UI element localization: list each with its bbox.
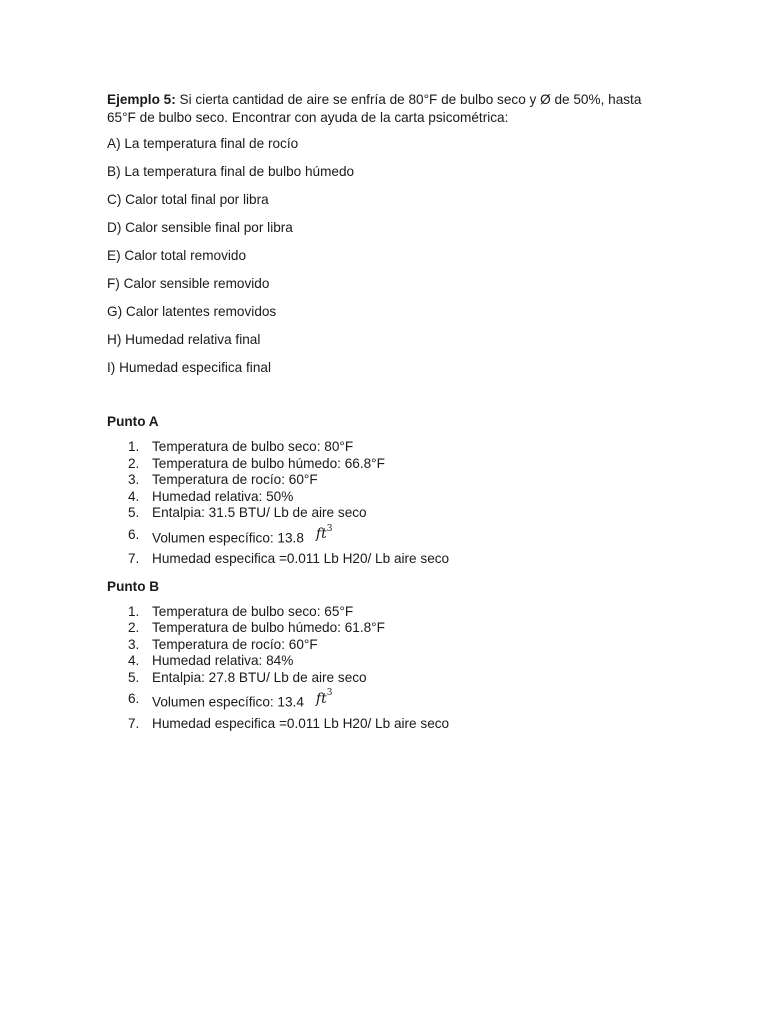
- property-item: [107, 456, 667, 473]
- item-text: Volumen específico: 13.8: [152, 530, 304, 546]
- example-label: Ejemplo 5:: [107, 92, 176, 107]
- item-number: 2.: [128, 620, 140, 636]
- example-text: Si cierta cantidad de aire se enfría de 80°F de bulbo seco y Ø de 50%, hasta 65°F de bulbo seco. Encontrar con ayuda de la carta psicométrica:: [107, 92, 642, 125]
- question-item: H) Humedad relativa final: [107, 332, 261, 347]
- item-text: Humedad relativa: 84%: [152, 653, 294, 669]
- item-number: 6.: [128, 526, 140, 542]
- item-text: Temperatura de rocío: 60°F: [152, 636, 318, 652]
- question-item: I) Humedad especifica final: [107, 360, 271, 375]
- document-page: [107, 91, 667, 732]
- item-text: Temperatura de bulbo húmedo: 61.8°F: [152, 620, 385, 636]
- item-number: 3.: [128, 636, 140, 652]
- item-number: 5.: [128, 505, 140, 520]
- item-text: Volumen específico: 13.4: [152, 694, 304, 710]
- item-number: 4.: [128, 653, 140, 669]
- question-item: F) Calor sensible removido: [107, 276, 270, 291]
- item-number: 7.: [128, 551, 140, 567]
- question-list: [107, 135, 667, 377]
- unit-exponent: 3: [326, 688, 333, 699]
- property-item: [107, 620, 667, 637]
- property-item: [107, 551, 667, 568]
- example-statement: [107, 91, 667, 127]
- property-item: [107, 505, 667, 522]
- question-item: E) Calor total removido: [107, 248, 247, 263]
- unit-base: ft: [315, 690, 327, 707]
- unit-exponent: 3: [326, 523, 333, 534]
- item-text: Temperatura de bulbo húmedo: 66.8°F: [152, 455, 385, 471]
- item-number: 4.: [128, 488, 140, 504]
- question-item: C) Calor total final por libra: [107, 192, 269, 207]
- unit-formula: [315, 523, 333, 543]
- property-item: [107, 690, 667, 712]
- punto-b-property-list: [107, 604, 667, 733]
- property-item: [107, 439, 667, 456]
- property-item: [107, 653, 667, 670]
- property-item: [107, 472, 667, 489]
- item-number: 7.: [128, 715, 140, 731]
- item-text: Humedad especifica =0.011 Lb H20/ Lb aire seco: [152, 551, 450, 567]
- item-number: 3.: [128, 472, 140, 487]
- item-text: Entalpia: 31.5 BTU/ Lb de aire seco: [152, 505, 367, 520]
- punto-a-property-list: [107, 439, 667, 568]
- property-item: [107, 489, 667, 506]
- item-text: Temperatura de bulbo seco: 65°F: [152, 603, 354, 619]
- unit-base: ft: [315, 526, 327, 543]
- section-title-punto-b: Punto B: [107, 578, 160, 594]
- item-text: Entalpia: 27.8 BTU/ Lb de aire seco: [152, 669, 367, 685]
- item-number: 6.: [128, 691, 140, 707]
- property-item: [107, 604, 667, 621]
- item-text: Humedad relativa: 50%: [152, 488, 294, 504]
- property-item: [107, 637, 667, 654]
- question-item: A) La temperatura final de rocío: [107, 136, 299, 151]
- item-number: 1.: [128, 439, 140, 454]
- section-title-punto-a: Punto A: [107, 414, 159, 429]
- property-item: [107, 523, 667, 548]
- question-item: G) Calor latentes removidos: [107, 304, 277, 319]
- item-text: Humedad especifica =0.011 Lb H20/ Lb aire seco: [152, 715, 450, 731]
- property-item: [107, 716, 667, 733]
- item-text: Temperatura de rocío: 60°F: [152, 472, 318, 487]
- property-item: [107, 670, 667, 687]
- question-item: D) Calor sensible final por libra: [107, 220, 293, 235]
- item-number: 1.: [128, 603, 140, 619]
- item-number: 5.: [128, 669, 140, 685]
- item-number: 2.: [128, 455, 140, 471]
- question-item: B) La temperatura final de bulbo húmedo: [107, 164, 355, 179]
- item-text: Temperatura de bulbo seco: 80°F: [152, 439, 354, 454]
- unit-formula: [315, 688, 333, 707]
